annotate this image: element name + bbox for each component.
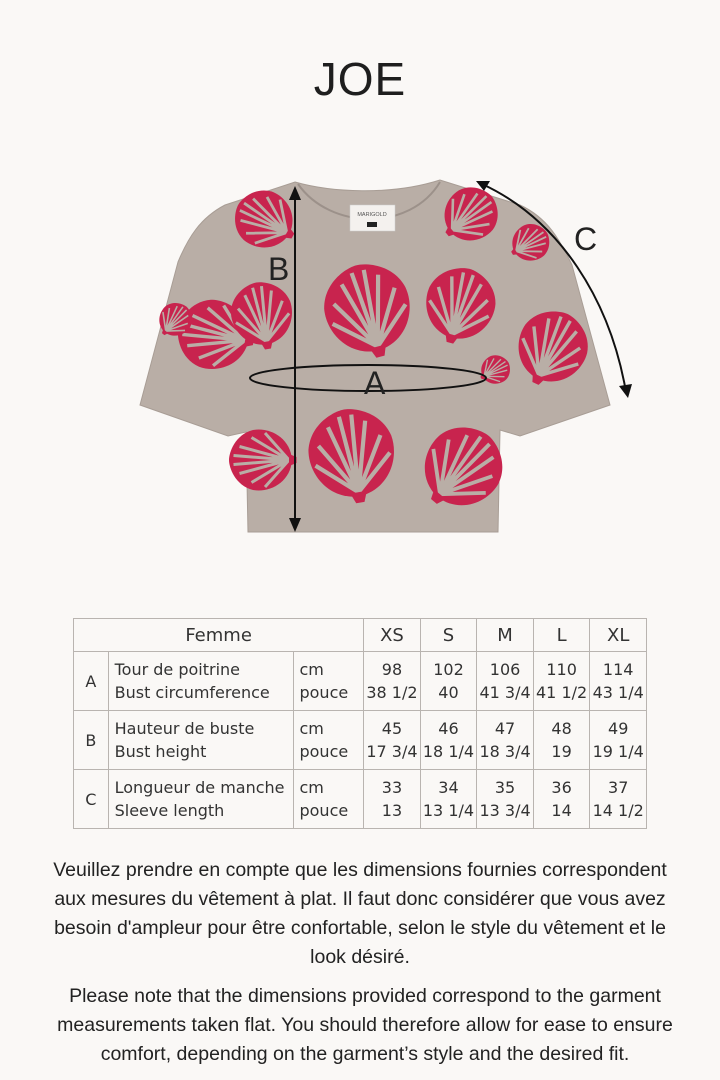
table-row <box>74 770 647 829</box>
table-row <box>74 711 647 770</box>
size-header-xs: XS <box>364 619 420 652</box>
value-cell: 36 14 <box>533 770 590 829</box>
size-header-s: S <box>420 619 477 652</box>
value-cell: 35 13 3/4 <box>477 770 534 829</box>
group-header: Femme <box>74 619 364 652</box>
size-table-header <box>74 619 647 652</box>
value-cell: 106 41 3/4 <box>477 652 534 711</box>
value-cell: 48 19 <box>533 711 590 770</box>
unit-cm: cm <box>299 719 324 738</box>
measurement-label <box>108 711 294 770</box>
dimension-c-label: C <box>574 221 598 257</box>
value-cell: 98 38 1/2 <box>364 652 420 711</box>
measurement-label <box>108 770 294 829</box>
row-letter: A <box>74 652 109 711</box>
table-row <box>74 652 647 711</box>
dimension-b-label: B <box>268 251 290 287</box>
note-french: Veuillez prendre en compte que les dimensions fournies correspondent aux mesures du vêtement à plat. Il faut donc considérer que vous avez besoin d'ampleur pour être confortable, selon le style du vêtement et le look désiré. <box>53 859 667 968</box>
value-cell: 34 13 1/4 <box>420 770 477 829</box>
value-cell: 114 43 1/4 <box>590 652 647 711</box>
unit-in: pouce <box>299 683 349 702</box>
brand-label: MARIGOLD <box>357 212 387 218</box>
dimension-a-label: A <box>364 365 386 401</box>
unit-in: pouce <box>299 801 349 820</box>
size-table <box>73 618 647 829</box>
value-cell: 110 41 1/2 <box>533 652 590 711</box>
label-fr: Tour de poitrine <box>114 660 241 679</box>
size-header-m: M <box>477 619 534 652</box>
unit-in: pouce <box>299 742 349 761</box>
value-cell: 49 19 1/4 <box>590 711 647 770</box>
unit-cell <box>294 770 364 829</box>
label-fr: Longueur de manche <box>114 778 285 797</box>
value-cell: 102 40 <box>420 652 477 711</box>
value-cell: 47 18 3/4 <box>477 711 534 770</box>
unit-cell <box>294 652 364 711</box>
row-letter: B <box>74 711 109 770</box>
size-header-xl: XL <box>590 619 647 652</box>
label-en: Bust circumference <box>114 683 270 702</box>
unit-cm: cm <box>299 660 324 679</box>
value-cell: 33 13 <box>364 770 420 829</box>
size-header-l: L <box>533 619 590 652</box>
row-letter: C <box>74 770 109 829</box>
label-en: Sleeve length <box>114 801 225 820</box>
note-english: Please note that the dimensions provided correspond to the garment measurements taken flat. You should therefore allow for ease to ensure comfort, depending on the garment’s style and the desired fit. <box>57 985 673 1065</box>
label-en: Bust height <box>114 742 207 761</box>
label-fr: Hauteur de buste <box>114 719 255 738</box>
unit-cm: cm <box>299 778 324 797</box>
measurement-label <box>108 652 294 711</box>
value-cell: 46 18 1/4 <box>420 711 477 770</box>
product-title: JOE <box>313 53 407 105</box>
value-cell: 45 17 3/4 <box>364 711 420 770</box>
value-cell: 37 14 1/2 <box>590 770 647 829</box>
unit-cell <box>294 711 364 770</box>
